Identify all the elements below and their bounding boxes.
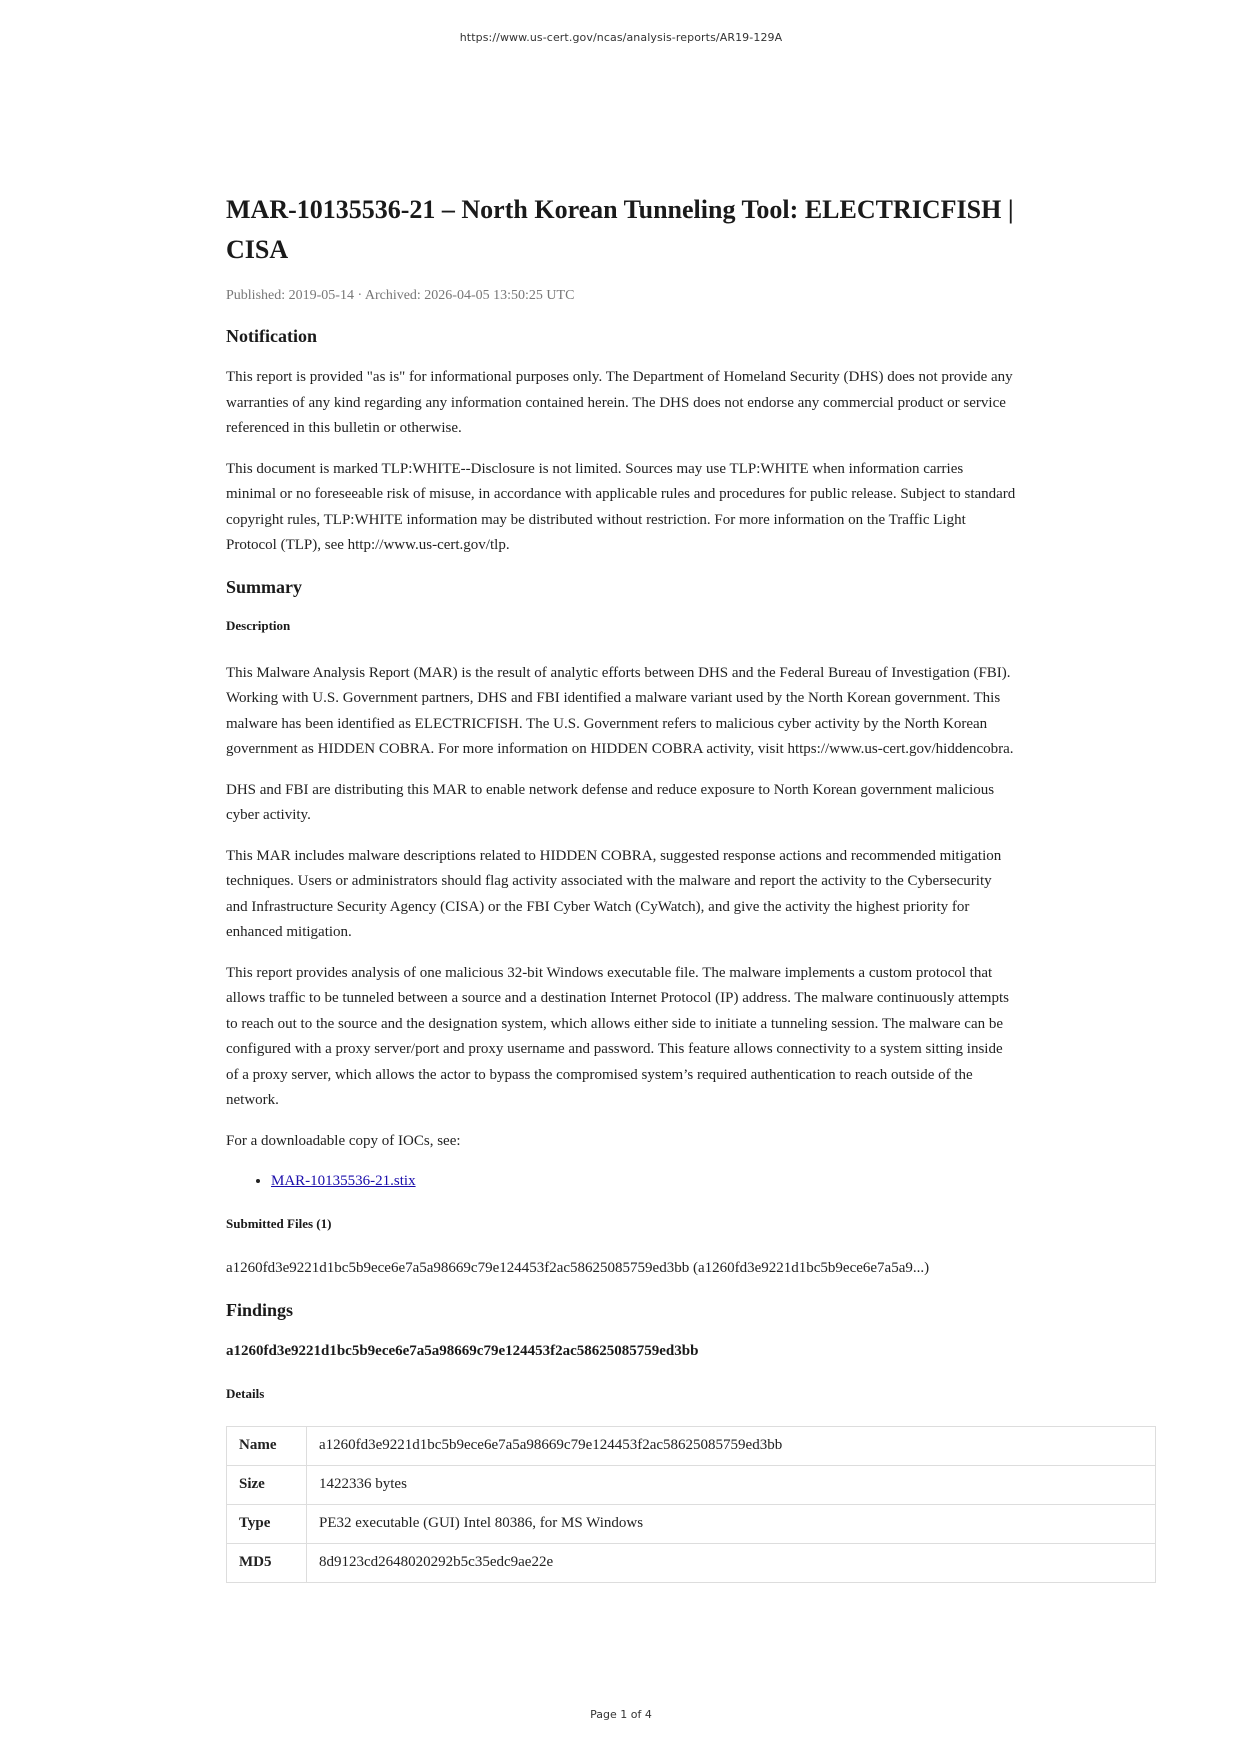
details-table [226,1426,1156,1583]
document-content [226,190,1016,1583]
detail-value: 1422336 bytes [307,1465,1156,1504]
summary-paragraph: This MAR includes malware descriptions related to HIDDEN COBRA, suggested response actions and recommended mitigation techniques. Users or administrators should flag activity associated with the malware and report the activity to the Cybersecurity and Infrastructure Security Agency (CISA) or the FBI Cyber Watch (CyWatch), and give the activity the highest priority for enhanced mitigation. [226,847,1002,940]
submitted-files-heading: Submitted Files (1) [226,1216,332,1231]
publish-meta: Published: 2019-05-14 · Archived: 2026-04-05 13:50:25 UTC [226,288,575,303]
ioc-intro: For a downloadable copy of IOCs, see: [226,1132,461,1149]
detail-key: Type [227,1504,307,1543]
notification-paragraph: This document is marked TLP:WHITE--Disclosure is not limited. Sources may use TLP:WHITE when information carries minimal or no foreseeable risk of misuse, in accordance with applicable rules and procedures for public release. Subject to standard copyright rules, TLP:WHITE information may be distributed without restriction. For more information on the Traffic Light Protocol (TLP), see http://www.us-cert.gov/tlp. [226,460,1016,553]
findings-heading: Findings [226,1299,294,1320]
detail-key: MD5 [227,1543,307,1582]
summary-paragraph: This report provides analysis of one malicious 32-bit Windows executable file. The malware implements a custom protocol that allows traffic to be tunneled between a source and a destination Internet Protocol (IP) address. The malware continuously attempts to reach out to the source and the designation system, which allows either side to initiate a tunneling session. The malware can be configured with a proxy server/port and proxy username and password. This feature allows connectivity to a system sitting inside of a proxy server, which allows the actor to bypass the compromised system’s required authentication to reach outside of the network. [226,964,1009,1108]
page-url-header: https://www.us-cert.gov/ncas/analysis-reports/AR19-129A [459,31,783,44]
submitted-file: a1260fd3e9221d1bc5b9ece6e7a5a98669c79e124453f2ac58625085759ed3bb (a1260fd3e9221d1bc5b9ece6e7a5a9...) [226,1260,930,1276]
detail-key: Name [227,1426,307,1465]
summary-heading: Summary [226,576,302,597]
summary-paragraph: This Malware Analysis Report (MAR) is the result of analytic efforts between DHS and the Federal Bureau of Investigation (FBI). Working with U.S. Government partners, DHS and FBI identified a malware variant used by the North Korean government. This malware has been identified as ELECTRICFISH. The U.S. Government refers to malicious cyber activity by the North Korean government as HIDDEN COBRA. For more information on HIDDEN COBRA activity, visit https://www.us-cert.gov/hiddencobra. [226,664,1014,757]
summary-paragraph: DHS and FBI are distributing this MAR to enable network defense and reduce exposure to North Korean government malicious cyber activity. [226,781,995,823]
details-heading: Details [226,1385,265,1401]
detail-value: PE32 executable (GUI) Intel 80386, for MS Windows [307,1504,1156,1543]
table-row [227,1465,1156,1504]
ioc-list [226,1169,1016,1194]
list-item [271,1169,1016,1194]
table-row [227,1426,1156,1465]
file-hash-heading: a1260fd3e9221d1bc5b9ece6e7a5a98669c79e124453f2ac58625085759ed3bb [226,1342,699,1359]
table-row [227,1543,1156,1582]
description-heading: Description [226,617,291,633]
table-row [227,1504,1156,1543]
ioc-stix-link[interactable]: MAR-10135536-21.stix [271,1173,416,1189]
detail-key: Size [227,1465,307,1504]
page-number: Page 1 of 4 [590,1708,652,1721]
detail-value: 8d9123cd2648020292b5c35edc9ae22e [307,1543,1156,1582]
detail-value: a1260fd3e9221d1bc5b9ece6e7a5a98669c79e124453f2ac58625085759ed3bb [307,1426,1156,1465]
notification-heading: Notification [226,326,317,346]
page-title: MAR-10135536-21 – North Korean Tunneling Tool: ELECTRICFISH | CISA [226,195,1014,264]
notification-paragraph: This report is provided "as is" for informational purposes only. The Department of Homeland Security (DHS) does not provide any warranties of any kind regarding any information contained herein. The DHS does not endorse any commercial product or service referenced in this bulletin or otherwise. [226,369,1013,436]
